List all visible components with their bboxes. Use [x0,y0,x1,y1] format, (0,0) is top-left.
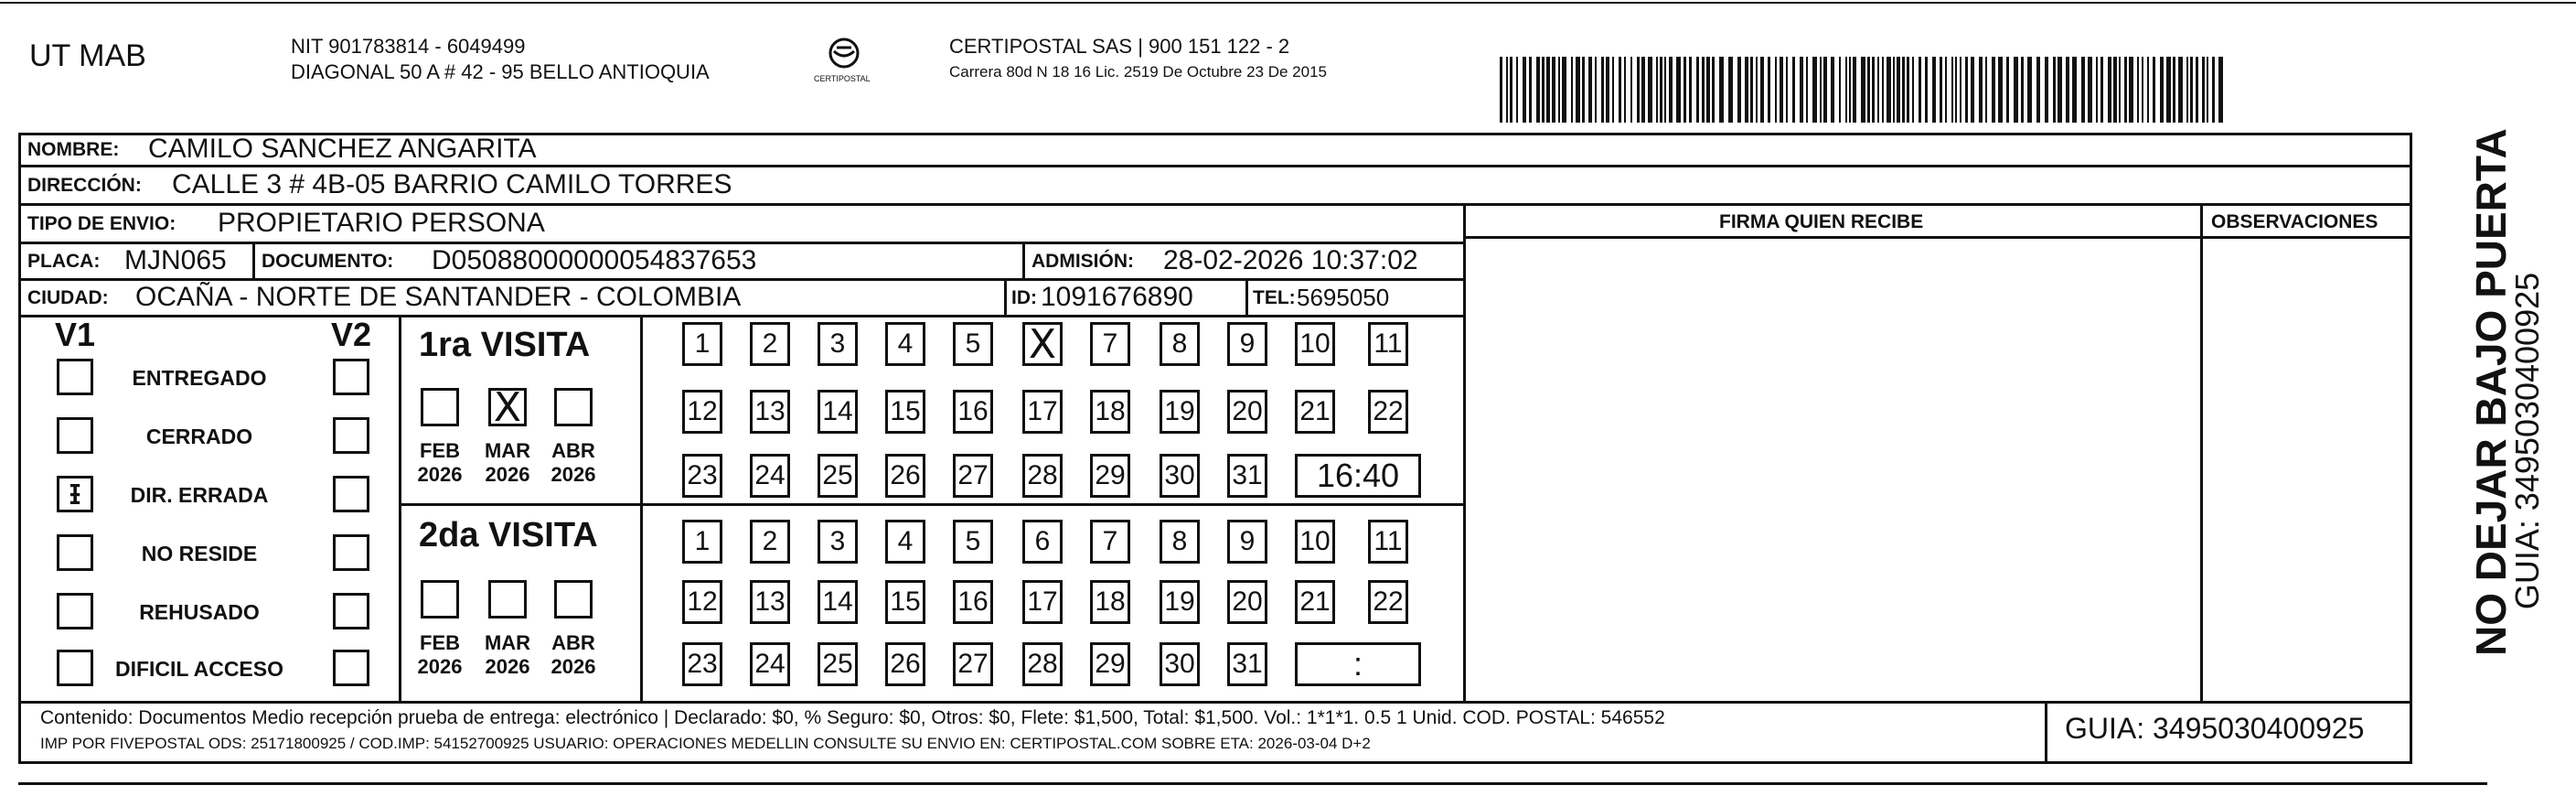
placa-value: MJN065 [124,245,227,275]
day-box[interactable]: 22 [1368,580,1408,624]
barcode-bar [2202,57,2205,123]
barcode-bar [2147,57,2149,123]
day-box[interactable]: 11 [1368,322,1408,366]
barcode-bar [1756,57,1758,123]
barcode-bar [1760,57,1764,123]
v1-label: V1 [55,316,96,353]
row-line [18,165,2412,167]
barcode-bar [2212,57,2215,123]
day-box[interactable]: 28 [1022,454,1063,498]
barcode-bar [1728,57,1733,123]
barcode-bar [1945,57,1947,123]
admision-label: ADMISIÓN: [1031,251,1134,272]
barcode-bar [1516,57,1518,123]
col-line [640,315,643,701]
month-label [476,439,540,488]
barcode-bar [1925,57,1928,123]
barcode [1500,57,2224,123]
barcode-bar [1648,57,1652,123]
col-line [252,242,255,278]
barcode-bar [1624,57,1626,123]
day-box[interactable]: 8 [1160,322,1200,366]
barcode-bar [2119,57,2121,123]
barcode-bar [1902,57,1905,123]
id-value: 1091676890 [1041,282,1193,312]
barcode-bar [1893,57,1895,123]
barcode-bar [1676,57,1681,123]
day-box[interactable]: 1 [682,322,722,366]
barcode-bar [1562,57,1566,123]
day-box[interactable]: 31 [1227,642,1267,686]
contenido-text: Contenido: Documentos Medio recepción prueba de entrega: electrónico | Declarado: $0, % Seguro: $0, Otros: $0, Flete: $1,500, Total: $1,500. Vol.: 1*1*1. 0.5 1 Unid. COD. POSTAL: 546552 [40,707,1665,728]
placa-label: PLACA: [27,251,101,272]
day-box[interactable]: 27 [953,454,993,498]
barcode-bar [1712,57,1715,123]
month-label [541,631,605,680]
barcode-bar [1979,57,1983,123]
barcode-bar [1702,57,1705,123]
day-box[interactable]: 15 [885,390,925,434]
barcode-bar [1737,57,1741,123]
day-box[interactable]: 31 [1227,454,1267,498]
status-label: DIR. ERRADA [130,483,269,507]
day-box[interactable]: 30 [1160,454,1200,498]
direccion-value: CALLE 3 # 4B-05 BARRIO CAMILO TORRES [172,169,732,199]
day-box[interactable]: 15 [885,580,925,624]
day-box[interactable]: 17 [1022,580,1063,624]
barcode-bar [1877,57,1879,123]
status-label: ENTREGADO [132,366,267,390]
barcode-bar [1853,57,1856,123]
courier-name: CERTIPOSTAL SAS | 900 151 122 - 2 [949,35,1290,58]
barcode-bar [1768,57,1770,123]
day-box[interactable]: 9 [1227,520,1267,564]
barcode-bar [2006,57,2009,123]
nombre-label: NOMBRE: [27,139,120,160]
barcode-bar [2166,57,2171,123]
row-line [18,315,1463,317]
month-year: 2026 [550,463,596,487]
month-checkbox[interactable] [488,580,527,619]
documento-label: DOCUMENTO: [262,251,394,272]
barcode-bar [1882,57,1884,123]
ciudad-label: CIUDAD: [27,287,109,308]
day-box[interactable]: 18 [1090,580,1130,624]
status-label: REHUSADO [139,600,260,624]
barcode-bar [2113,57,2117,123]
barcode-bar [2124,57,2127,123]
barcode-bar [1510,57,1512,123]
barcode-bar [1669,57,1673,123]
barcode-bar [1641,57,1645,123]
day-box[interactable]: 17 [1022,390,1063,434]
status-v2-checkbox[interactable] [333,593,369,629]
barcode-bar [1831,57,1834,123]
day-box[interactable]: 4 [885,322,925,366]
day-box[interactable]: 27 [953,642,993,686]
barcode-bar [1500,57,1502,123]
barcode-bar [1576,57,1580,123]
tipo-label: TIPO DE ENVIO: [27,213,176,234]
barcode-bar [1595,57,1597,123]
v2-label: V2 [331,316,372,353]
barcode-bar [2160,57,2164,123]
month-name: FEB [420,439,460,462]
barcode-bar [2072,57,2077,123]
barcode-bar [1823,57,1827,123]
month-label [476,631,540,680]
barcode-bar [1780,57,1783,123]
day-box[interactable]: 12 [682,390,722,434]
barcode-bar [2196,57,2198,123]
day-box[interactable]: 8 [1160,520,1200,564]
tipo-value: PROPIETARIO PERSONA [218,208,545,238]
time-box[interactable]: : [1295,642,1421,686]
day-box[interactable]: 23 [682,642,722,686]
barcode-bar [1940,57,1942,123]
id-label: ID: [1011,287,1037,308]
barcode-bar [2027,57,2032,123]
barcode-bar [1745,57,1748,123]
day-box[interactable]: 26 [885,454,925,498]
barcode-bar [1558,57,1560,123]
barcode-bar [1664,57,1666,123]
barcode-bar [1907,57,1909,123]
bottom-edge-line [18,782,2487,785]
barcode-bar [2142,57,2143,123]
barcode-bar [1542,57,1545,123]
side-text-block [2414,128,2546,668]
day-box[interactable]: 12 [682,580,722,624]
status-label: NO RESIDE [141,542,258,565]
month-year: 2026 [550,655,596,679]
month-year: 2026 [417,655,463,679]
col-line [1463,203,1466,701]
checked-mark: X [493,383,522,431]
col-line [399,315,401,701]
imp-text: IMP POR FIVEPOSTAL ODS: 25171800925 / COD.IMP: 54152700925 USUARIO: OPERACIONES MEDELLIN CONSULTE SU ENVIO EN: CERTIPOSTAL.COM SOBRE ETA: 2026-03-04 D+2 [40,735,1371,752]
day-box[interactable]: 16 [953,390,993,434]
admision-value: 28-02-2026 10:37:02 [1163,245,1418,275]
barcode-bar [2207,57,2208,123]
day-box[interactable]: 4 [885,520,925,564]
barcode-bar [1775,57,1777,123]
barcode-bar [1887,57,1891,123]
barcode-bar [2066,57,2069,123]
documento-value: D05088000000054837653 [432,245,757,275]
barcode-bar [1683,57,1686,123]
barcode-bar [1552,57,1555,123]
nombre-value: CAMILO SANCHEZ ANGARITA [148,134,537,164]
observaciones-header: OBSERVACIONES [2211,211,2378,232]
month-checkbox[interactable] [554,580,593,619]
barcode-bar [1506,57,1508,123]
barcode-bar [1601,57,1604,123]
barcode-bar [1951,57,1953,123]
barcode-bar [2218,57,2223,123]
day-box[interactable]: 24 [750,454,790,498]
barcode-bar [2137,57,2139,123]
barcode-bar [1985,57,1987,123]
day-box[interactable]: 13 [750,390,790,434]
barcode-bar [1523,57,1526,123]
barcode-bar [1630,57,1632,123]
day-box[interactable]: 24 [750,642,790,686]
month-year: 2026 [485,655,530,679]
barcode-bar [1912,57,1914,123]
barcode-bar [2100,57,2103,123]
barcode-bar [1998,57,2003,123]
barcode-bar [1786,57,1788,123]
col-line [2200,203,2203,701]
barcode-bar [1719,57,1724,123]
first-visit-title: 1ra VISITA [419,326,591,364]
day-box[interactable]: 7 [1090,322,1130,366]
barcode-bar [1637,57,1640,123]
direccion-label: DIRECCIÓN: [27,175,142,196]
barcode-bar [1588,57,1592,123]
barcode-bar [1696,57,1699,123]
barcode-bar [2036,57,2040,123]
day-box[interactable]: 5 [953,520,993,564]
footer-guia: GUIA: 3495030400925 [2065,712,2365,745]
barcode-bar [1571,57,1573,123]
tel-label: TEL: [1253,287,1296,308]
barcode-bar [2186,57,2188,123]
day-box[interactable]: 23 [682,454,722,498]
checked-mark: ᵻ [68,471,82,513]
day-box[interactable]: 5 [953,322,993,366]
second-visit-title: 2da VISITA [419,516,598,554]
barcode-bar [1800,57,1803,123]
barcode-bar [1992,57,1995,123]
barcode-bar [2173,57,2175,123]
barcode-bar [2096,57,2098,123]
day-box[interactable]: 10 [1295,520,1335,564]
barcode-bar [1706,57,1710,123]
barcode-bar [2081,57,2085,123]
month-checkbox[interactable] [421,580,459,619]
side-guia: GUIA: 3495030400925 [2508,272,2546,610]
month-year: 2026 [485,463,530,487]
barcode-bar [1582,57,1585,123]
day-box[interactable]: 30 [1160,642,1200,686]
barcode-bar [2058,57,2062,123]
sender-address: DIAGONAL 50 A # 42 - 95 BELLO ANTIOQUIA [291,60,710,83]
barcode-bar [2129,57,2133,123]
barcode-bar [1612,57,1614,123]
barcode-bar [1845,57,1847,123]
col-line [1245,278,1248,315]
row-line [399,503,1463,506]
day-box[interactable]: 20 [1227,390,1267,434]
logo-text: CERTIPOSTAL [814,74,871,83]
barcode-bar [1806,57,1808,123]
barcode-bar [1750,57,1753,123]
day-box[interactable]: 19 [1160,390,1200,434]
barcode-bar [2190,57,2193,123]
barcode-bar [1606,57,1609,123]
col-line [2045,701,2047,764]
day-box[interactable]: 9 [1227,322,1267,366]
day-box[interactable]: 25 [818,642,858,686]
barcode-bar [1792,57,1795,123]
month-name: FEB [420,631,460,654]
barcode-bar [1820,57,1822,123]
month-label [408,439,472,488]
barcode-bar [2053,57,2056,123]
day-box[interactable]: 18 [1090,390,1130,434]
barcode-bar [2045,57,2048,123]
day-box[interactable]: 21 [1295,580,1335,624]
day-box[interactable]: 11 [1368,520,1408,564]
status-label: DIFICIL ACCESO [114,657,283,681]
barcode-bar [2178,57,2183,123]
day-box[interactable]: 19 [1160,580,1200,624]
barcode-bar [2088,57,2092,123]
day-box[interactable]: 14 [818,390,858,434]
month-checkbox[interactable] [554,388,593,426]
tel-value: 5695050 [1297,284,1390,311]
courier-license: Carrera 80d N 18 16 Lic. 2519 De Octubre 23 De 2015 [949,63,1327,81]
nit-text: NIT 901783814 - 6049499 [291,35,526,58]
day-box[interactable]: 22 [1368,390,1408,434]
month-name: ABR [551,631,595,654]
barcode-bar [1849,57,1851,123]
row-line [1463,236,2412,239]
month-label [541,439,605,488]
day-box[interactable]: 6 [1022,520,1063,564]
barcode-bar [1656,57,1658,123]
day-box[interactable]: 21 [1295,390,1335,434]
barcode-bar [1932,57,1936,123]
status-v2-checkbox[interactable] [333,359,369,395]
firma-header: FIRMA QUIEN RECIBE [1719,211,1924,232]
status-label: CERRADO [145,425,253,448]
ciudad-value: OCAÑA - NORTE DE SANTANDER - COLOMBIA [135,282,742,312]
status-v2-checkbox[interactable] [333,476,369,512]
barcode-bar [2014,57,2018,123]
day-box[interactable]: 29 [1090,642,1130,686]
status-v2-checkbox[interactable] [333,534,369,571]
month-name: ABR [551,439,595,462]
barcode-bar [1812,57,1817,123]
barcode-bar [1546,57,1550,123]
time-box[interactable]: 16:40 [1295,454,1421,498]
col-line [1004,278,1007,315]
barcode-bar [1867,57,1870,123]
barcode-bar [1861,57,1865,123]
day-box[interactable]: 16 [953,580,993,624]
day-box[interactable]: 20 [1227,580,1267,624]
barcode-bar [1660,57,1662,123]
row-line [18,203,2412,206]
barcode-bar [1897,57,1900,123]
day-box[interactable]: 3 [818,322,858,366]
certipostal-logo [812,33,876,91]
month-checkbox[interactable] [421,388,459,426]
day-box[interactable]: 28 [1022,642,1063,686]
day-box[interactable]: 2 [750,322,790,366]
month-name: MAR [484,439,531,462]
barcode-bar [1872,57,1875,123]
barcode-bar [2153,57,2155,123]
day-box[interactable]: 29 [1090,454,1130,498]
status-v2-checkbox[interactable] [333,650,369,686]
barcode-bar [1529,57,1532,123]
month-year: 2026 [417,463,463,487]
day-box[interactable]: X [1022,322,1063,366]
day-box[interactable]: 1 [682,520,722,564]
barcode-bar [2108,57,2111,123]
barcode-bar [2021,57,2024,123]
col-line [1022,242,1025,278]
status-v2-checkbox[interactable] [333,417,369,454]
top-edge-line [0,2,2576,4]
day-box[interactable]: 7 [1090,520,1130,564]
row-line [18,242,1463,244]
company-name: UT MAB [29,38,146,73]
barcode-bar [1536,57,1540,123]
row-line [18,701,2412,704]
day-box[interactable]: 10 [1295,322,1335,366]
month-checkbox[interactable] [488,383,527,431]
no-dejar-warning: NO DEJAR BAJO PUERTA [2467,128,2515,656]
barcode-bar [1955,57,1957,123]
day-box[interactable]: 2 [750,520,790,564]
barcode-bar [1965,57,1968,123]
day-box[interactable]: 3 [818,520,858,564]
month-name: MAR [484,631,531,654]
barcode-bar [1960,57,1961,123]
day-box[interactable]: 14 [818,580,858,624]
month-label [408,631,472,680]
barcode-bar [1919,57,1921,123]
barcode-bar [1689,57,1692,123]
barcode-bar [1971,57,1974,123]
barcode-bar [1839,57,1841,123]
day-box[interactable]: 26 [885,642,925,686]
day-box[interactable]: 13 [750,580,790,624]
barcode-bar [1619,57,1621,123]
day-box[interactable]: 25 [818,454,858,498]
